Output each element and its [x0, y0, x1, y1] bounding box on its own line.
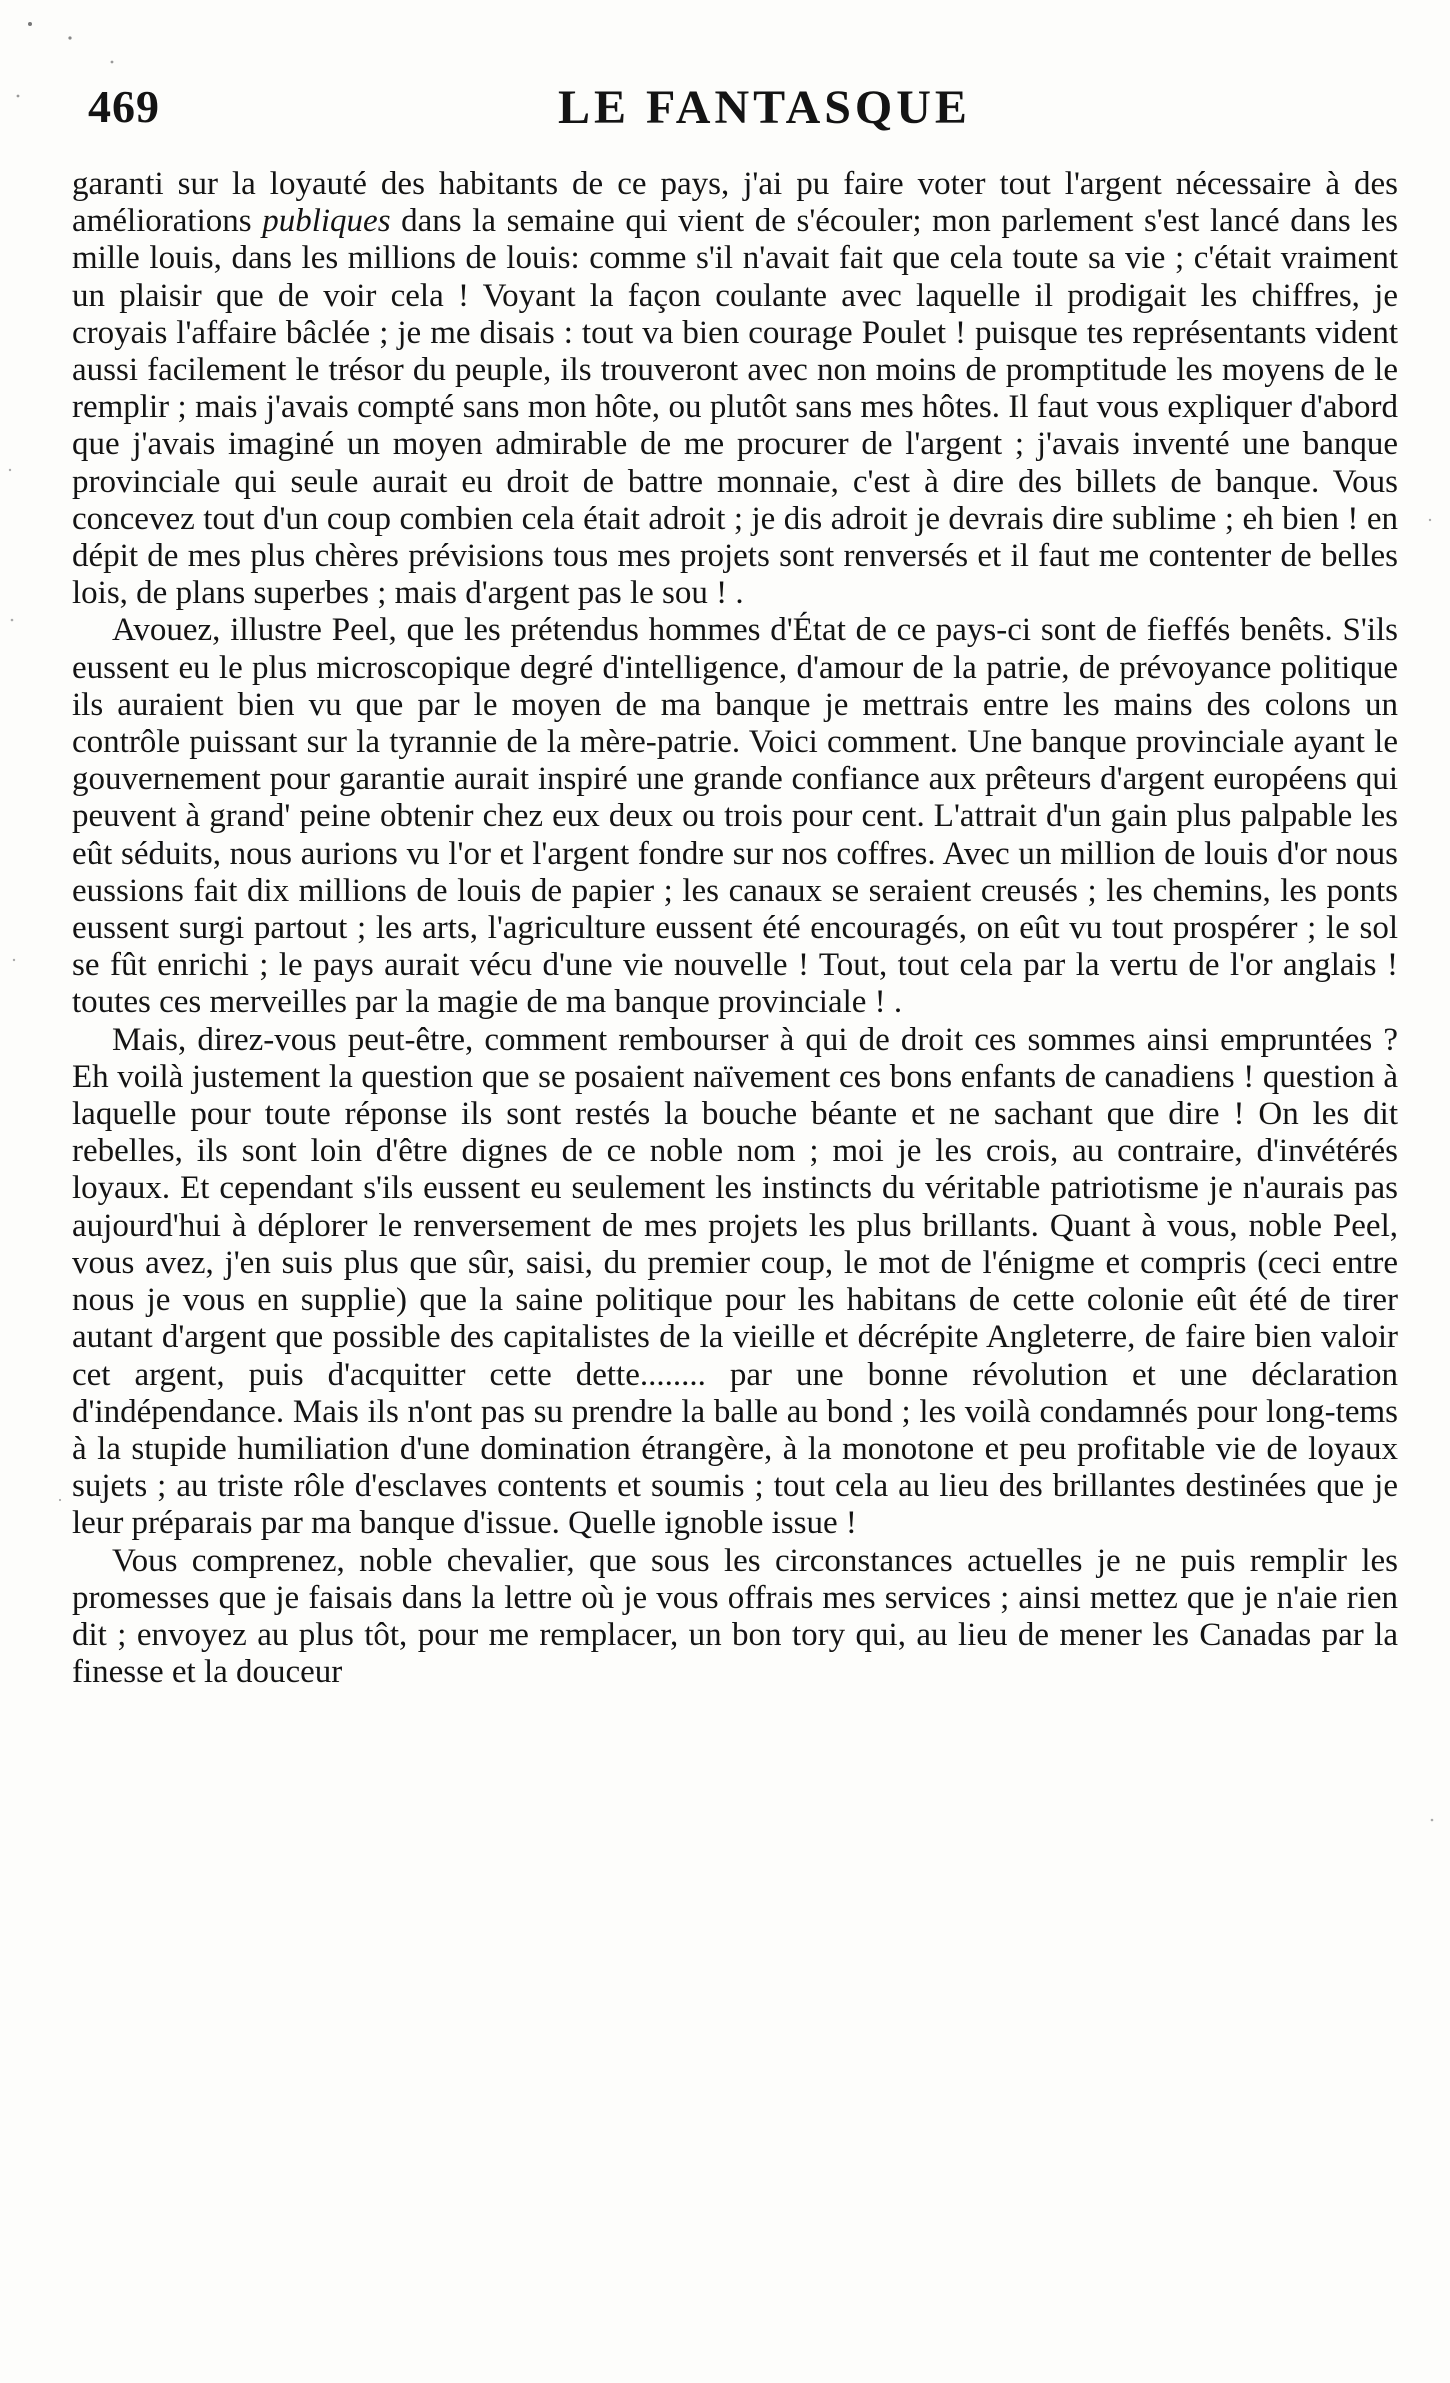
- paragraph: [72, 1543, 1398, 1692]
- page-number: 469: [88, 81, 160, 132]
- paragraph: [72, 1022, 1398, 1543]
- paragraph: [72, 612, 1398, 1021]
- paragraph: [72, 166, 1398, 612]
- running-title: LE FANTASQUE: [558, 81, 971, 134]
- paragraph-text: dans la semaine qui vient de s'écouler; mon parlement s'est lancé dans les mille louis, dans les millions de louis: comme s'il n'avait fait que cela toute sa vie ; c'était vraiment un plaisir que de voir cela ! Voyant la façon coulante avec laquelle il prodigait les chiffres, je croyais l'affaire bâclée ; je me disais : tout va bien courage Poulet ! puisque tes représentants vident aussi facilement le trésor du peuple, ils trouveront avec non moins de promptitude les moyens de le remplir ; mais j'avais compté sans mon hôte, ou plutôt sans mes hôtes. Il faut vous expliquer d'abord que j'avais imaginé un moyen admirable de me procurer de l'argent ; j'avais inventé une banque provinciale qui seule aurait eu droit de battre monnaie, c'est à dire des billets de banque. Vous concevez tout d'un coup combien cela était adroit ; je dis adroit je devrais dire sublime ; eh bien ! en dépit de mes plus chères prévisions tous mes projets sont renversés et il faut me contenter de belles lois, de plans superbes ; mais d'argent pas le sou ! .: [72, 203, 1398, 612]
- paragraph-text: Vous comprenez, noble chevalier, que sous les circonstances actuelles je ne puis remplir les promesses que je faisais dans la lettre où je vous offrais mes services ; ainsi mettez que je n'aie rien dit ; envoyez au plus tôt, pour me remplacer, un bon tory qui, au lieu de mener les Canadas par la finesse et la douceur: [72, 1542, 1398, 1691]
- paragraph-text: garanti sur la loyauté des habitants de ce pays, j'ai pu faire voter tout l'argent nécessaire à des améliorations: [72, 166, 1398, 240]
- paragraph-text: Mais, direz-vous peut-être, comment rembourser à qui de droit ces sommes ainsi empruntées ? Eh voilà justement la question que se posaient naïvement ces bons enfants de canadiens ! question à laquelle pour toute réponse ils sont restés la bouche béante et ne sachant que dire ! On les dit rebelles, ils sont loin d'être dignes de ce noble nom ; moi je les crois, au contraire, d'invétérés loyaux. Et cependant s'ils eussent eu seulement les instincts du véritable patriotisme je n'aurais pas aujourd'hui à déplorer le renversement de mes projets les plus brillants. Quant à vous, noble Peel, vous avez, j'en suis plus que sûr, saisi, du premier coup, le mot de l'énigme et compris (ceci entre nous je vous en supplie) que la saine politique pour les habitans de cette colonie eût été de tirer autant d'argent que possible des capitalistes de la vieille et décrépite Angleterre, de faire bien valoir cet argent, puis d'acquitter cette dette........ par une bonne révolution et une déclaration d'indépendance. Mais ils n'ont pas su prendre la balle au bond ; les voilà condamnés pour long-tems à la stupide humiliation d'une domination étrangère, à la monotone et peu profitable vie de loyaux sujets ; au triste rôle d'esclaves contents et soumis ; tout cela au lieu des brillantes destinées que je leur préparais par ma banque d'issue. Quelle ignoble issue !: [72, 1021, 1398, 1542]
- page-header: [88, 80, 1418, 150]
- paragraph-text: Avouez, illustre Peel, que les prétendus hommes d'État de ce pays-ci sont de fieffés benêts. S'ils eussent eu le plus microscopique degré d'intelligence, d'amour de la patrie, de prévoyance politique ils auraient bien vu que par le moyen de ma banque je mettrais entre les mains des colons un contrôle puissant sur la tyrannie de la mère-patrie. Voici comment. Une banque provinciale ayant le gouvernement pour garantie aurait inspiré une grande confiance aux prêteurs d'argent européens qui peuvent à grand' peine obtenir chez eux deux ou trois pour cent. L'attrait d'un gain plus palpable les eût séduits, nous aurions vu l'or et l'argent fondre sur nos coffres. Avec un million de louis d'or nous eussions fait dix millions de louis de papier ; les canaux se seraient creusés ; les chemins, les ponts eussent surgi partout ; les arts, l'agriculture eussent été encouragés, on eût vu tout prospérer ; le sol se fût enrichi ; le pays aurait vécu d'une vie nouvelle ! Tout, tout cela par la vertu de l'or anglais ! toutes ces merveilles par la magie de ma banque provinciale ! .: [72, 612, 1398, 1021]
- italic-word: publiques: [262, 203, 391, 240]
- body-text: [72, 166, 1398, 1691]
